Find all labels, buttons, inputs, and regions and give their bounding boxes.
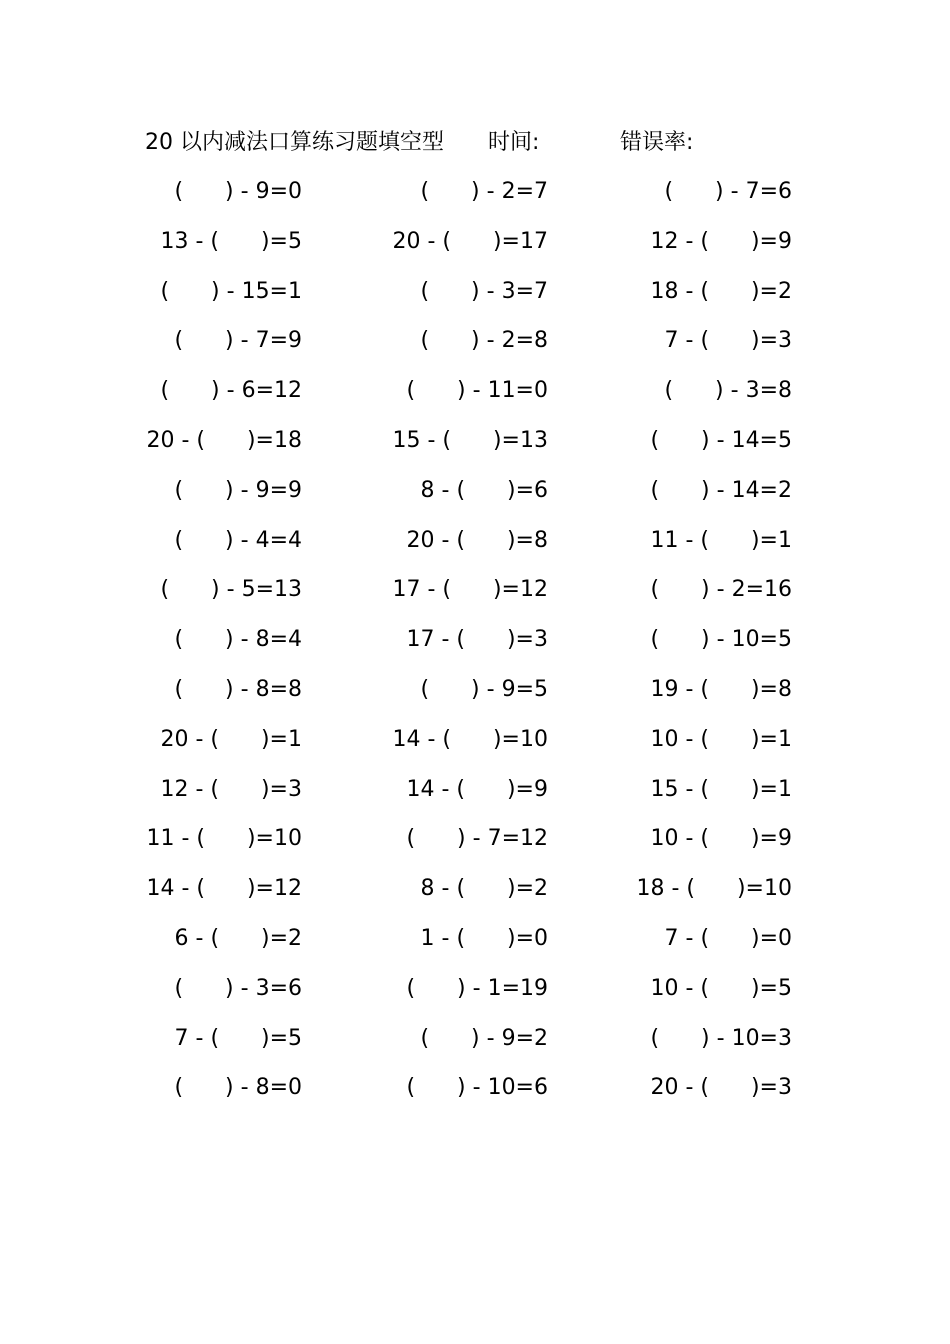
problem: 17 - ( )=12: [392, 577, 548, 603]
error-rate-label: 错误率:: [620, 130, 694, 155]
problem: 14 - ( )=12: [146, 876, 302, 902]
problem-row: [0, 172, 950, 222]
problem: 18 - ( )=10: [636, 876, 792, 902]
problem: 1 - ( )=0: [420, 925, 548, 951]
problem: 20 - ( )=18: [146, 427, 302, 453]
problem: 11 - ( )=1: [650, 527, 792, 553]
problem: ( ) - 10=6: [406, 1075, 548, 1101]
problem: 11 - ( )=10: [146, 826, 302, 852]
problem: ( ) - 15=1: [160, 278, 302, 304]
problem: 10 - ( )=9: [650, 826, 792, 852]
problem-row: [0, 969, 950, 1019]
problem-row: [0, 819, 950, 869]
problem-row: [0, 720, 950, 770]
problem-row: [0, 620, 950, 670]
problem-row: [0, 869, 950, 919]
problem-grid: [0, 172, 950, 1118]
problem: ( ) - 9=2: [420, 1025, 548, 1051]
problem-row: [0, 919, 950, 969]
worksheet-title: 20 以内减法口算练习题填空型: [145, 130, 444, 155]
problem: ( ) - 2=16: [650, 577, 792, 603]
problem: ( ) - 5=13: [160, 577, 302, 603]
problem: 8 - ( )=6: [420, 477, 548, 503]
worksheet-header: [0, 127, 950, 159]
problem-row: [0, 471, 950, 521]
problem-row: [0, 770, 950, 820]
problem: ( ) - 2=8: [420, 328, 548, 354]
problem: ( ) - 7=12: [406, 826, 548, 852]
problem: ( ) - 7=6: [664, 179, 792, 204]
problem: ( ) - 11=0: [406, 378, 548, 404]
problem: ( ) - 8=0: [174, 1075, 302, 1101]
problem-row: [0, 421, 950, 471]
problem: 12 - ( )=3: [160, 776, 302, 802]
problem: ( ) - 9=9: [174, 477, 302, 503]
problem-row: [0, 670, 950, 720]
problem: 7 - ( )=0: [664, 925, 792, 951]
problem: ( ) - 1=19: [406, 975, 548, 1001]
problem: ( ) - 8=8: [174, 676, 302, 702]
problem: 14 - ( )=9: [406, 776, 548, 802]
problem-row: [0, 222, 950, 272]
problem: 15 - ( )=13: [392, 427, 548, 453]
problem-row: [0, 570, 950, 620]
problem: ( ) - 10=5: [650, 627, 792, 653]
problem: ( ) - 4=4: [174, 527, 302, 553]
problem: ( ) - 3=8: [664, 378, 792, 404]
problem: 17 - ( )=3: [406, 627, 548, 653]
problem: 7 - ( )=3: [664, 328, 792, 354]
problem: 15 - ( )=1: [650, 776, 792, 802]
problem: ( ) - 3=7: [420, 278, 548, 304]
problem: ( ) - 3=6: [174, 975, 302, 1001]
problem: ( ) - 7=9: [174, 328, 302, 354]
problem: ( ) - 14=5: [650, 427, 792, 453]
problem: 8 - ( )=2: [420, 876, 548, 902]
problem: 20 - ( )=3: [650, 1075, 792, 1101]
problem-row: [0, 321, 950, 371]
problem-row: [0, 521, 950, 571]
problem-row: [0, 1068, 950, 1118]
problem: 20 - ( )=8: [406, 527, 548, 553]
problem: ( ) - 10=3: [650, 1025, 792, 1051]
problem: 18 - ( )=2: [650, 278, 792, 304]
problem: ( ) - 9=5: [420, 676, 548, 702]
problem: 12 - ( )=9: [650, 228, 792, 254]
problem-row: [0, 272, 950, 322]
problem: ( ) - 8=4: [174, 627, 302, 653]
problem: 20 - ( )=17: [392, 228, 548, 254]
problem: 10 - ( )=1: [650, 726, 792, 752]
problem-row: [0, 371, 950, 421]
time-label: 时间:: [488, 130, 540, 155]
problem-row: [0, 1019, 950, 1069]
problem: 20 - ( )=1: [160, 726, 302, 752]
problem: ( ) - 6=12: [160, 378, 302, 404]
problem: 7 - ( )=5: [174, 1025, 302, 1051]
problem: ( ) - 14=2: [650, 477, 792, 503]
problem: 10 - ( )=5: [650, 975, 792, 1001]
problem: ( ) - 9=0: [174, 179, 302, 204]
problem: 14 - ( )=10: [392, 726, 548, 752]
problem: 6 - ( )=2: [174, 925, 302, 951]
problem: 13 - ( )=5: [160, 228, 302, 254]
problem: 19 - ( )=8: [650, 676, 792, 702]
problem: ( ) - 2=7: [420, 179, 548, 204]
